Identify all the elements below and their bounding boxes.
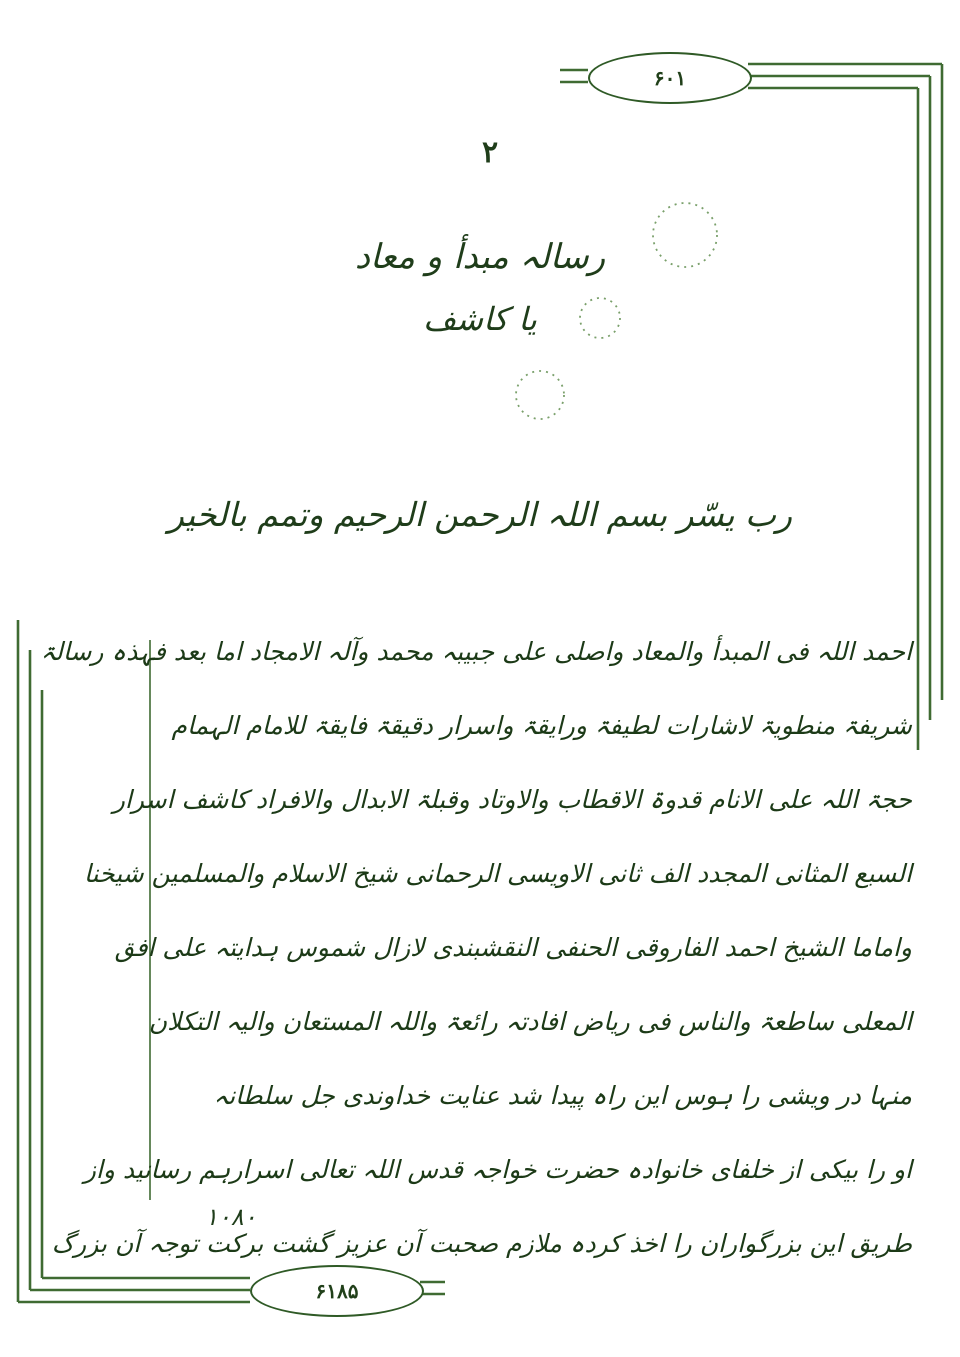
- manuscript-body: [40, 622, 912, 1288]
- body-line-7: منہا در ویشی را ہوس این راہ پیدا شد عنایت خداوندی جل سلطانہ: [213, 1081, 912, 1110]
- document-title: رسالہ مبدأ و معاد: [354, 237, 606, 277]
- body-line-3: حجۃ اللہ علی الانام قدوۃ الاقطاب والاوتاد وقبلۃ الابدال والافراد کاشف اسرار: [112, 785, 912, 814]
- body-line-4: السبع المثانی المجدد الف ثانی الاویسی الرحمانی شیخ الاسلام والمسلمین شیخنا: [83, 859, 912, 888]
- body-line-9: طریق این بزرگواران را اخذ کردہ ملازم صحبت آن عزیز گشت برکت توجہ آن بزرگ: [51, 1229, 912, 1258]
- body-line-1: احمد اللہ فی المبدأ والمعاد واصلی علی جبیبہ محمد وآلہ الامجاد اما بعد فہذہ رسالۃ: [40, 637, 912, 666]
- body-line-5: واماما الشیخ احمد الفاروقی الحنفی النقشبندی لازال شموس ہدایتہ علی افق: [114, 933, 912, 962]
- page-number-bottom: ۶۱۸۵: [250, 1265, 424, 1317]
- date-note: ۱۰۸۰: [205, 1203, 257, 1231]
- body-line-2: شریفۃ منطویۃ لاشارات لطیفۃ ورایقۃ واسرار دقیقۃ فایقۃ للامام الہمام: [171, 711, 912, 740]
- document-subtitle: یا کاشف: [423, 300, 537, 338]
- page-number-top: ۶۰۱: [588, 52, 752, 104]
- body-line-8: او را بیکی از خلفای خانوادہ حضرت خواجہ قدس اللہ تعالی اسرارہم رسانید واز: [83, 1155, 912, 1184]
- body-line-6: المعلی ساطعۃ والناس فی ریاض افادتہ رائعۃ واللہ المستعان والیہ التکلان: [148, 1007, 912, 1036]
- bismillah-invocation: رب یسّر بسم اللہ الرحمن الرحیم وتمم بالخیر: [167, 495, 793, 534]
- chapter-number: ۲: [481, 135, 499, 170]
